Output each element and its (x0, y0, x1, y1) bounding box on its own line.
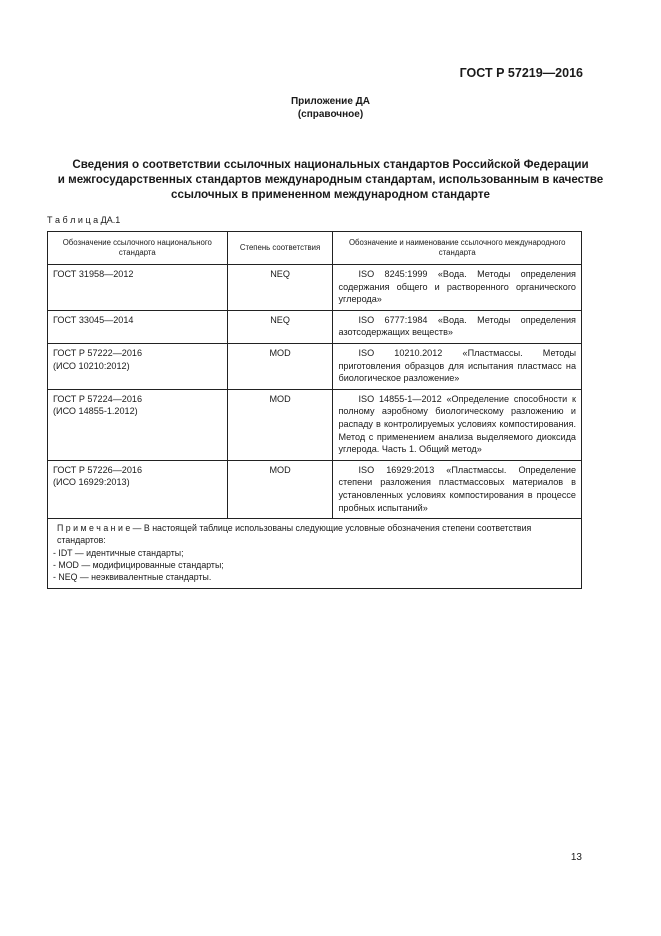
table-header-row (48, 232, 582, 265)
section-title-line: и межгосударственных стандартов международным стандартам, использованным в качестве (57, 173, 604, 186)
national-standard-cell (48, 389, 228, 460)
table-row (48, 310, 582, 343)
national-designation: ГОСТ Р 57224—2016 (53, 393, 143, 404)
degree-cell: MOD (227, 389, 333, 460)
table-row (48, 460, 582, 518)
international-standard-cell (333, 265, 582, 311)
header-degree: Степень соответствия (227, 232, 333, 265)
header-national-standard: Обозначение ссылочного национального стандарта (48, 232, 228, 265)
international-standard-cell (333, 460, 582, 518)
annex-subtitle: (справочное) (297, 109, 364, 120)
degree-cell: NEQ (227, 310, 333, 343)
section-title-line: Сведения о соответствии ссылочных национальных стандартов Российской Федерации (72, 158, 589, 171)
national-standard-cell (48, 310, 228, 343)
note-item: - NEQ — неэквивалентные стандарты. (53, 572, 212, 583)
page-number: 13 (570, 852, 582, 863)
degree-cell: MOD (227, 343, 333, 389)
note-item: - MOD — модифицированные стандарты; (53, 559, 224, 570)
correspondence-table (47, 231, 582, 589)
national-designation: ГОСТ Р 57226—2016 (53, 464, 143, 475)
section-title (44, 157, 617, 202)
section-title-line: ссылочных в примененном международном стандарте (171, 188, 490, 201)
national-standard-cell (48, 265, 228, 311)
national-iso-equivalent: (ИСО 14855-1.2012) (53, 406, 138, 417)
annex-title: Приложение ДА (290, 96, 371, 107)
table-note (48, 519, 582, 588)
degree-cell: NEQ (227, 265, 333, 311)
international-text: ISO 14855-1—2012 «Определение способности к полному аэробному биологическому разложению и распаду в контролируемых условиях компостирования. Метод с применением анализа выделяемого диоксида углерода. Часть 1. Общий метод» (338, 393, 576, 455)
degree-cell: MOD (227, 460, 333, 518)
national-iso-equivalent: (ИСО 16929:2013) (53, 477, 130, 488)
national-designation: ГОСТ 31958—2012 (53, 269, 134, 279)
national-designation: ГОСТ Р 57222—2016 (53, 347, 143, 358)
international-text: ISO 16929:2013 «Пластмассы. Определение степени разложения пластмассовых материалов в установленных условиях компостирования в процессе пробных испытаний» (338, 464, 576, 513)
table-row (48, 389, 582, 460)
international-standard-cell (333, 310, 582, 343)
table-note-row (48, 519, 582, 588)
annex-heading (0, 95, 661, 121)
header-international-standard: Обозначение и наименование ссылочного международного стандарта (333, 232, 582, 265)
international-standard-cell (333, 343, 582, 389)
document-code: ГОСТ Р 57219—2016 (459, 66, 583, 80)
national-standard-cell (48, 460, 228, 518)
international-text: ISO 10210.2012 «Пластмассы. Методы приготовления образцов для испытания пластмасс на биологическое разложение» (338, 347, 576, 384)
international-standard-cell (333, 389, 582, 460)
note-text: П р и м е ч а н и е — В настоящей таблице использованы следующие условные обозначения степени соответствия стандартов: (57, 523, 532, 546)
table-row (48, 343, 582, 389)
note-item: - IDT — идентичные стандарты; (53, 547, 184, 558)
international-text: ISO 6777:1984 «Вода. Методы определения азотсодержащих веществ» (338, 314, 576, 338)
national-iso-equivalent: (ИСО 10210:2012) (53, 360, 130, 371)
national-designation: ГОСТ 33045—2014 (53, 314, 134, 325)
table-caption: Т а б л и ц а ДА.1 (47, 215, 121, 225)
table-row (48, 265, 582, 311)
national-standard-cell (48, 343, 228, 389)
international-text: ISO 8245:1999 «Вода. Методы определения содержания общего и растворенного органического углерода» (338, 269, 576, 305)
